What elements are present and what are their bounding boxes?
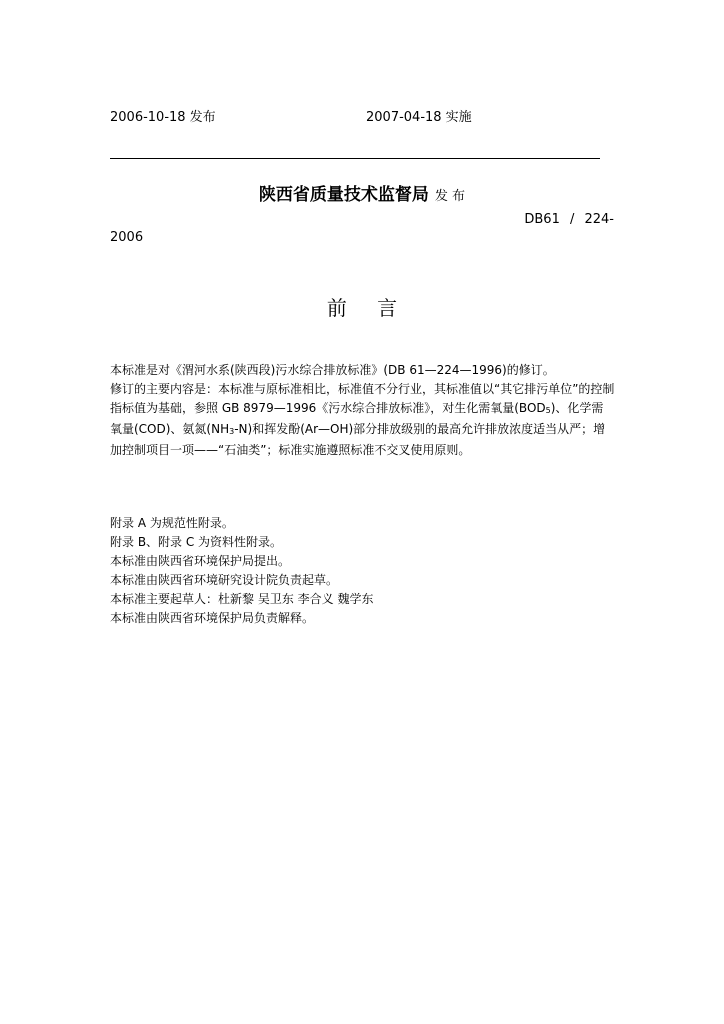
note-item: 本标准由陕西省环境保护局负责解释。 [110,611,315,625]
issuer-line [0,180,724,205]
foreword-paragraph-2 [110,380,615,460]
issuer-name: 陕西省质量技术监督局 [258,185,429,205]
subscript: 3 [229,427,235,436]
foreword-title: 前 言 [326,296,410,320]
implement-date: 2007-04-18 实施 [366,110,472,125]
note-item: 本标准由陕西省环境保护局提出。 [110,554,291,568]
foreword-paragraph-1: 本标准是对《渭河水系(陕西段)污水综合排放标准》(DB 61—224—1996)的修订。 [110,363,555,377]
note-item: 本标准主要起草人：杜新黎 吴卫东 李合义 魏学东 [110,592,374,606]
notes-list [110,514,373,628]
note-item: 本标准由陕西省环境研究设计院负责起草。 [110,573,339,587]
note-item: 附录 B、附录 C 为资料性附录。 [110,535,283,549]
paragraph-text: -N)和挥发酚(Ar—OH)部分排放级别的最高允许排放浓度适当从严；增加控制项目一项——“石油类”；标准实施遵照标准不交叉使用原则。 [110,422,606,457]
note-item: 附录 A 为规范性附录。 [110,516,234,530]
subscript: 5 [545,406,551,415]
publish-date: 2006-10-18 发布 [110,110,216,125]
paragraph-text: 修订的主要内容是：本标准与原标准相比，标准值不分行业，其标准值以“其它排污单位”的控制指标值为基础，参照 GB 8979—1996《污水综合排放标准》，对生化需氧量(BOD [110,382,615,415]
issuer-suffix: 发 布 [434,189,466,204]
paragraph-text: )、化学需氧量(COD)、氨氮(NH [110,401,604,436]
standard-number: DB61 / 224- [524,212,614,227]
header-divider [110,158,600,159]
standard-number-year: 2006 [110,230,144,245]
